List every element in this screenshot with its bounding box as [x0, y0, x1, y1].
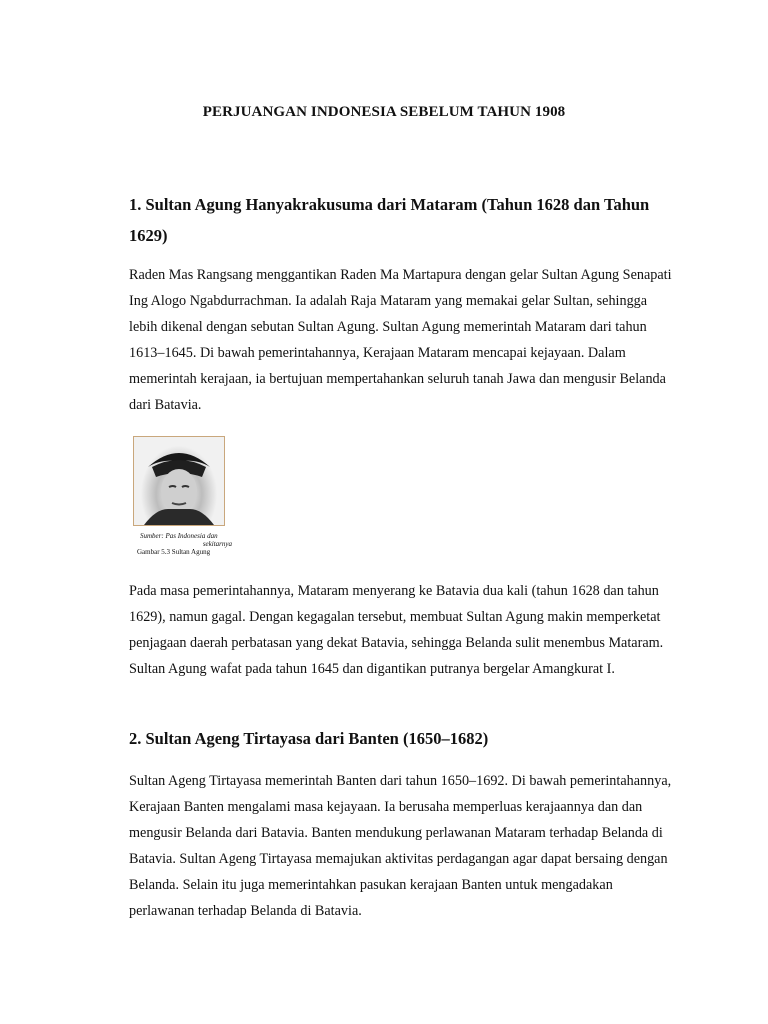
sultan-agung-figure [133, 436, 232, 556]
figure-caption: Gambar 5.3 Sultan Agung [137, 548, 211, 556]
section-1-heading: 1. Sultan Agung Hanyakrakusuma dari Mataram (Tahun 1628 dan Tahun 1629) [129, 195, 650, 245]
figure-source [140, 532, 232, 548]
portrait-illustration [134, 437, 224, 525]
figure-source-line-2: sekitarnya [202, 540, 232, 548]
section-2-paragraph-1: Sultan Ageng Tirtayasa memerintah Banten dari tahun 1650–1692. Di bawah pemerintahannya, Kerajaan Banten mengalami masa kejayaan. Ia berusaha memperluas kerajaannya dan dan mengusir Belanda dari Batavia. Banten mendukung perlawanan Mataram terhadap Belanda di Batavia. Sultan Ageng Tirtayasa memajukan aktivitas perdagangan agar dapat bersaing dengan Belanda. Selain itu juga memerintahkan pasukan kerajaan Banten untuk mengadakan perlawanan terhadap Belanda di Batavia. [129, 773, 672, 919]
section-1-paragraph-2: Pada masa pemerintahannya, Mataram menyerang ke Batavia dua kali (tahun 1628 dan tahun 1629), namun gagal. Dengan kegagalan tersebut, membuat Sultan Agung makin memperketat penjagaan daerah perbatasan yang dekat Batavia, sehingga Belanda sulit menembus Mataram. Sultan Agung wafat pada tahun 1645 dan digantikan putranya bergelar Amangkurat I. [129, 583, 664, 677]
section-2-heading: 2. Sultan Ageng Tirtayasa dari Banten (1650–1682) [129, 729, 489, 748]
page-title: PERJUANGAN INDONESIA SEBELUM TAHUN 1908 [202, 104, 566, 120]
sultan-agung-portrait [133, 436, 225, 526]
figure-source-line-1: Sumber: Pas Indonesia dan [140, 532, 218, 540]
section-1-paragraph-1: Raden Mas Rangsang menggantikan Raden Ma Martapura dengan gelar Sultan Agung Senapati Ing Alogo Ngabdurrachman. Ia adalah Raja Mataram yang memakai gelar Sultan, sehingga lebih dikenal dengan sebutan Sultan Agung. Sultan Agung memerintah Mataram dari tahun 1613–1645. Di bawah pemerintahannya, Kerajaan Mataram mencapai kejayaan. Dalam memerintah kerajaan, ia bertujuan mempertahankan seluruh tanah Jawa dan mengusir Belanda dari Batavia. [129, 267, 672, 413]
